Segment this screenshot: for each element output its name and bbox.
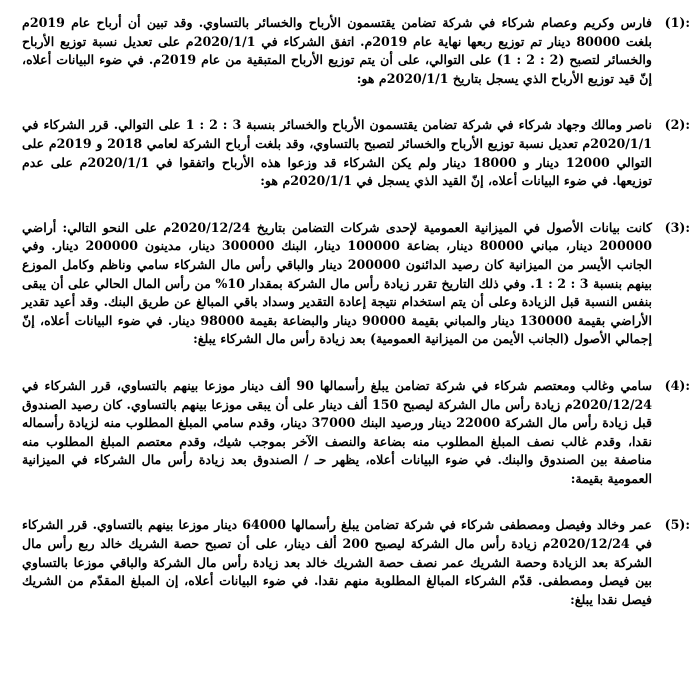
question-4-number: (4):	[664, 377, 690, 393]
question-3	[22, 219, 690, 349]
question-4-text: سامي وغالب ومعتصم شركاء في شركة تضامن يبلغ رأسمالها 90 ألف دينار موزعا بينهم بالتساوي، قرر الشركاء في 2020/12/24م زيادة رأس مال الشركة ليصبح 150 ألف دينار على أن يبقى موزعا بينهم بالتساوي. كان رصيد الصندوق قبل زيادة رأس مال الشركة 22000 دينار ورصيد البنك 37000 دينار، وقدم سامي المبلغ المطلوب منه لزيادة رأسماله نقدا، وقدم غالب نصف المبلغ المطلوب منه بضاعة والنصف الآخر بموجب شيك، وقدم معتصم المبلغ المطلوب منه مناصفة بين الصندوق والبنك. في ضوء البيانات أعلاه، يظهر حـ / الصندوق بعد زيادة رأس مال الشركاء في الميزانية العمومية بقيمة:	[22, 377, 652, 486]
question-5-text: عمر وخالد وفيصل ومصطفى شركاء في شركة تضامن يبلغ رأسمالها 64000 دينار موزعا بينهم بالتساوي. قرر الشركاء في 2020/12/24م زيادة رأس مال الشركة ليصبح 200 ألف دينار، على أن تصبح حصة الشريك خالد ربع رأس مال الشركة بعد الزيادة وحصة الشريك عمر نصف حصة الشريك خالد بعد زيادة رأس مال الشركة والباقي موزعا بالتساوي بين فيصل ومصطفى. قدّم الشركاء المبالغ المطلوبة منهم نقدا. في ضوء البيانات أعلاه، إن المبلغ المقدّم من الشريك فيصل نقدا يبلغ:	[22, 517, 652, 607]
question-2-number: (2):	[664, 117, 690, 133]
question-4	[22, 377, 690, 489]
question-5-number: (5):	[664, 517, 690, 533]
question-1-number: (1):	[664, 15, 690, 30]
question-2-text: ناصر ومالك وجهاد شركاء في شركة تضامن يقتسمون الأرباح والخسائر بنسبة 3 : 2 : 1 على التوالي. قرر الشركاء في 2020/1/1م تعديل نسبة توزيع الأرباح والخسائر لتصبح بالتساوي، وقد بلغت أرباح الشركة لعامي 2018 و 2019م على التوالي 12000 دينار و 18000 دينار ولم يكن الشركاء قد وزعوا هذه الأرباح واتفقوا في 2020/1/1م على عدم توزيعها. في ضوء البيانات أعلاه، إنّ القيد الذي يسجل في 2020/1/1م هو:	[22, 117, 653, 189]
question-3-text: كانت بيانات الأصول في الميزانية العمومية لإحدى شركات التضامن بتاريخ 2020/12/24م على النحو التالي: أراضي 200000 دينار، مباني 80000 دينار، بضاعة 100000 دينار، البنك 300000 دينار، مدينون 200000 دينار. وفي الجانب الأيسر من الميزانية كان رصيد الدائنون 200000 دينار والباقي رأس مال الشركاء سامي وناظم وكامل الموزع بينهم بنسبة 3 : 2 : 1. وفي ذلك التاريخ تقرر زيادة رأس مال الشركة بمقدار 10% من رأس المال الحالي على أن يبقى بنفس النسبة قبل الزيادة وعلى أن يتم استخدام نتيجة إعادة التقدير وسداد باقي المبالغ عن طريق البنك. وقد أعيد تقدير الأراضي بقيمة 130000 دينار والمباني بقيمة 90000 دينار والبضاعة بقيمة 98000 دينار. في ضوء البيانات أعلاه، إنّ إجمالي الأصول (الجانب الأيمن من الميزانية العمومية) بعد زيادة رأس مال الشركاء يبلغ:	[22, 219, 653, 347]
question-3-number: (3):	[664, 219, 690, 235]
question-1-text: فارس وكريم وعصام شركاء في شركة تضامن يقتسمون الأرباح والخسائر بالتساوي. وقد تبين أن أرباح عام 2019م بلغت 80000 دينار تم توزيع ربعها نهاية عام 2019م. اتفق الشركاء في 2020/1/1م على تعديل نسبة توزيع الأرباح والخسائر لتصبح (2 : 2 : 1) على التوالي، على أن يتم توزيع الأرباح المتبقية من عام 2019م. في ضوء البيانات أعلاه، إنّ قيد توزيع الأرباح الذي يسجل بتاريخ 2020/1/1م هو:	[22, 15, 653, 86]
question-2	[22, 116, 690, 190]
question-1	[22, 14, 690, 88]
question-5	[22, 516, 690, 609]
